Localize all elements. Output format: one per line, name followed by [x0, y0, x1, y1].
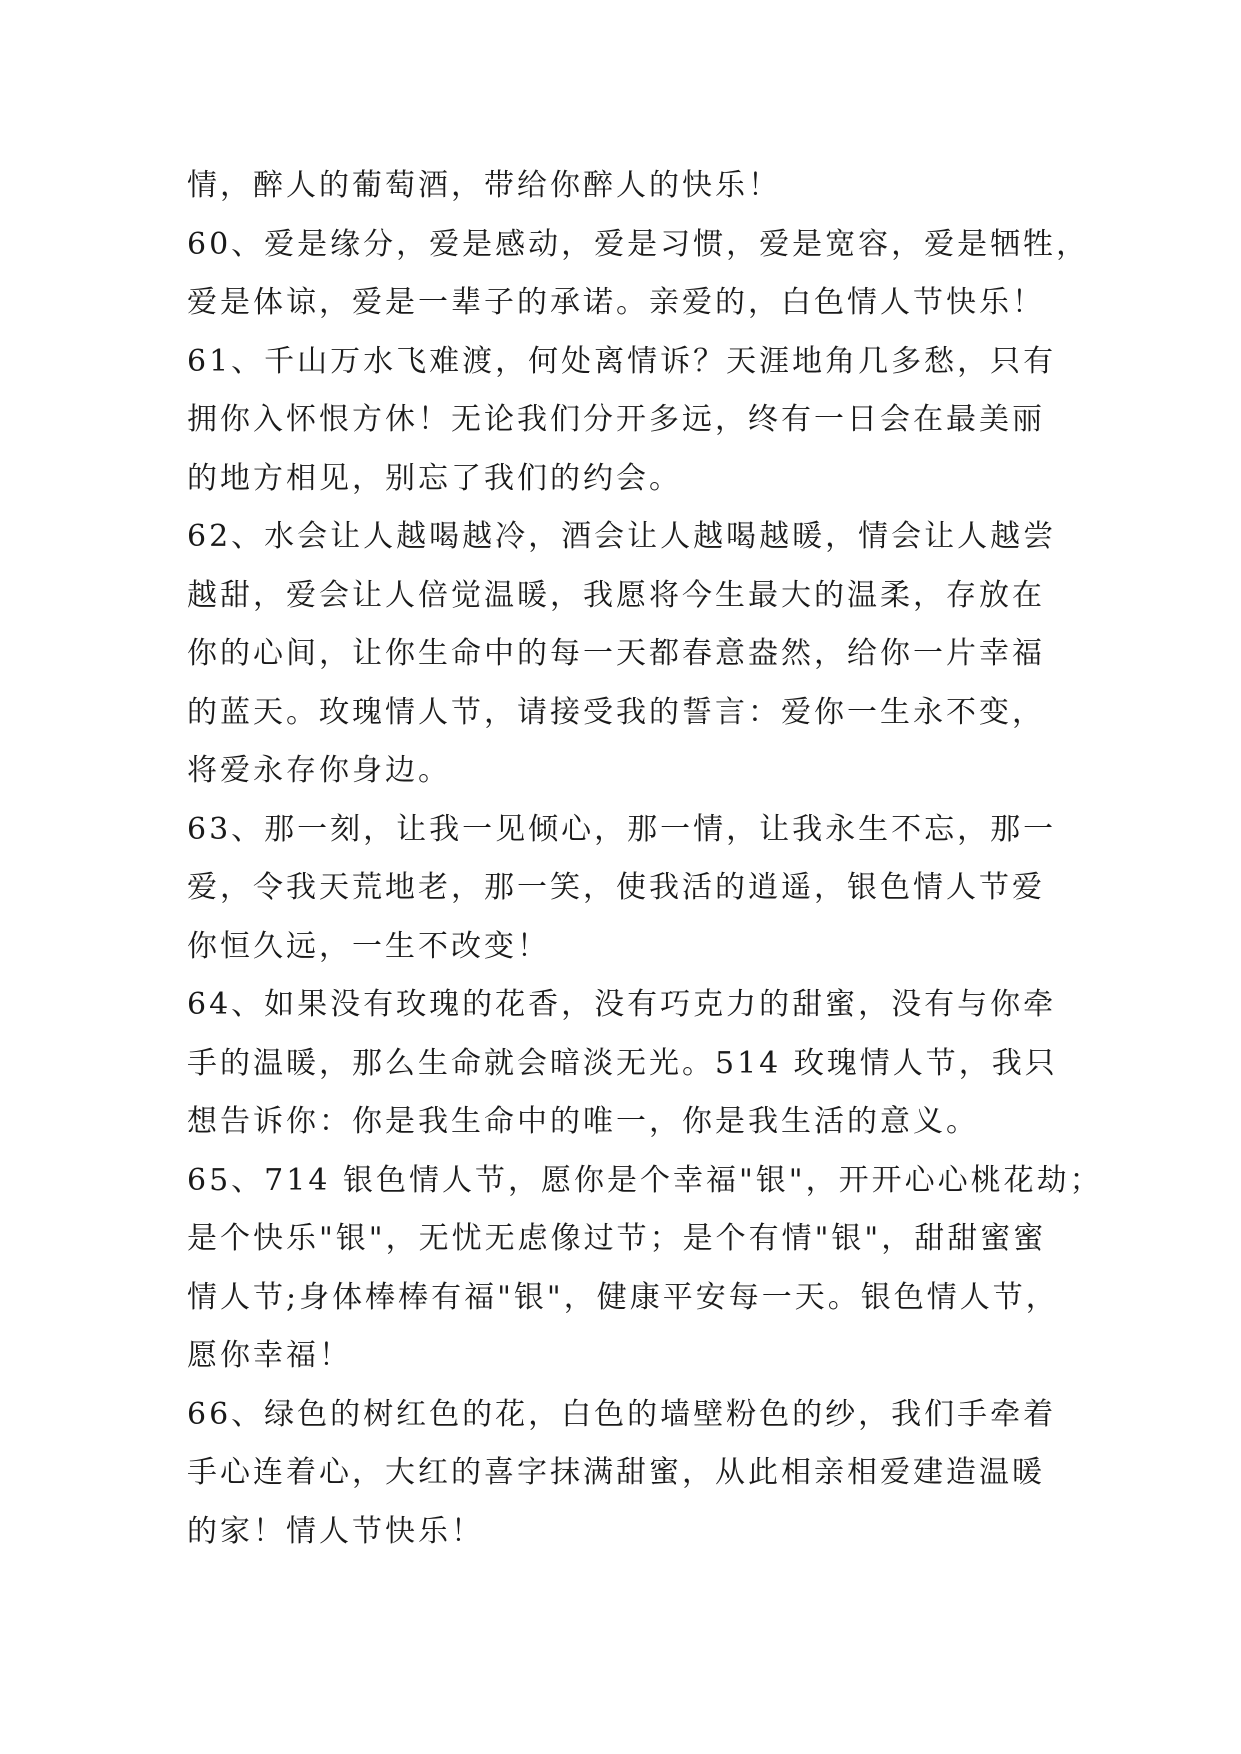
text-line: 情，醉人的葡萄酒，带给你醉人的快乐！: [187, 168, 781, 203]
text-line: 62、水会让人越喝越冷，酒会让人越喝越暖，情会让人越尝: [187, 519, 1057, 554]
text-line: 的家！情人节快乐！: [187, 1513, 484, 1549]
text-line: 你的心间，让你生命中的每一天都春意盎然，给你一片幸福: [187, 636, 1045, 671]
text-line: 63、那一刻，让我一见倾心，那一情，让我永生不忘，那一: [187, 811, 1057, 847]
text-line: 你恒久远，一生不改变！: [187, 928, 550, 964]
text-line: 将爱永存你身边。: [187, 753, 451, 788]
text-line: 愿你幸福！: [187, 1338, 352, 1373]
text-line: 想告诉你：你是我生命中的唯一，你是我生活的意义。: [187, 1104, 979, 1139]
text-line: 61、千山万水飞难渡，何处离情诉？天涯地角几多愁，只有: [187, 343, 1057, 379]
text-line: 65、714 银色情人节，愿你是个幸福"银"，开开心心桃花劫；: [187, 1162, 1103, 1198]
text-line: 的地方相见，别忘了我们的约会。: [187, 460, 682, 496]
text-line: 越甜，爱会让人倍觉温暖，我愿将今生最大的温柔，存放在: [187, 577, 1045, 613]
text-line: 拥你入怀恨方休！无论我们分开多远，终有一日会在最美丽: [187, 402, 1045, 437]
text-line: 60、爱是缘分，爱是感动，爱是习惯，爱是宽容，爱是牺牲，: [187, 226, 1090, 262]
text-line: 手心连着心，大红的喜字抹满甜蜜，从此相亲相爱建造温暖: [187, 1455, 1045, 1490]
text-line: 爱，令我天荒地老，那一笑，使我活的逍遥，银色情人节爱: [187, 870, 1045, 905]
document-body: [187, 157, 1103, 1561]
text-line: 情人节;身体棒棒有福"银"，健康平安每一天。银色情人节，: [187, 1279, 1059, 1315]
text-line: 是个快乐"银"，无忧无虑像过节；是个有情"银"，甜甜蜜蜜: [187, 1221, 1047, 1256]
text-line: 64、如果没有玫瑰的花香，没有巧克力的甜蜜，没有与你牵: [187, 987, 1057, 1022]
text-line: 手的温暖，那么生命就会暗淡无光。514 玫瑰情人节，我只: [187, 1045, 1058, 1081]
text-line: 爱是体谅，爱是一辈子的承诺。亲爱的，白色情人节快乐！: [187, 285, 1045, 320]
text-line: 的蓝天。玫瑰情人节，请接受我的誓言：爱你一生永不变，: [187, 694, 1045, 730]
text-line: 66、绿色的树红色的花，白色的墙壁粉色的纱，我们手牵着: [187, 1396, 1057, 1432]
